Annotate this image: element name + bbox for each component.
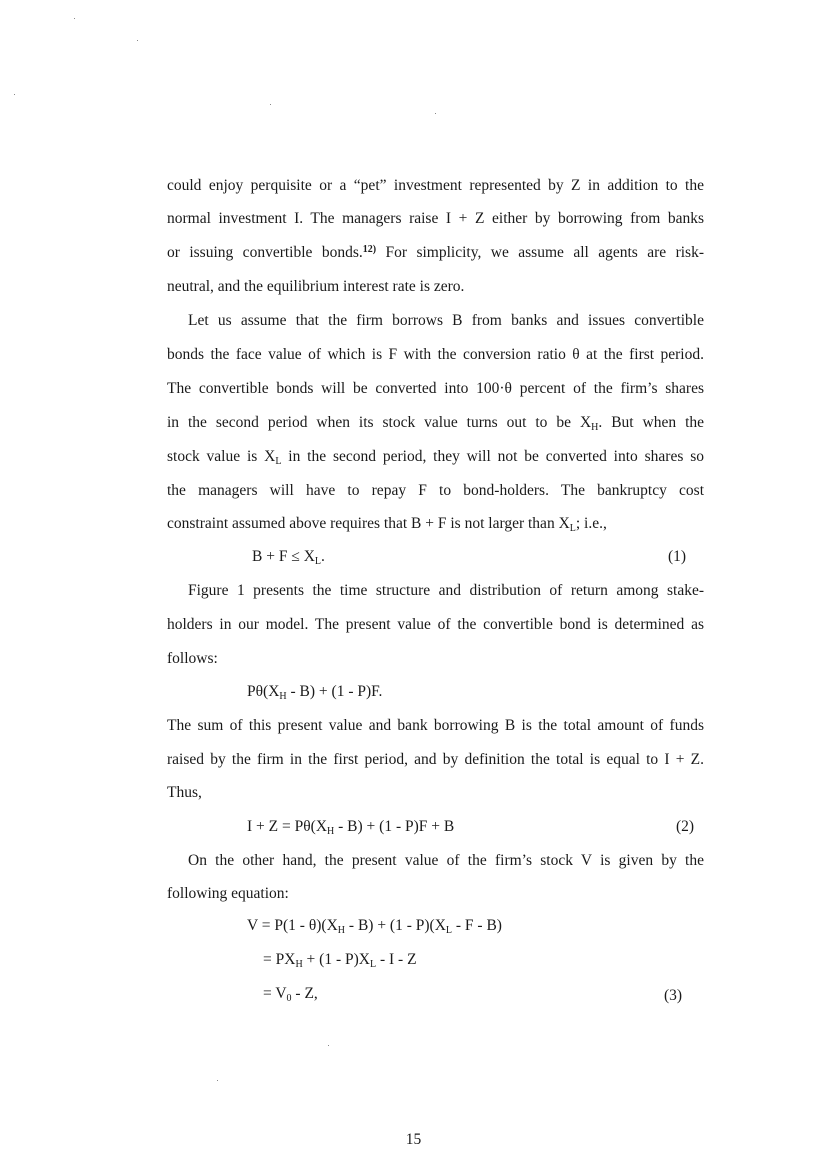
subscript: H xyxy=(591,422,599,433)
scan-speck xyxy=(328,1045,329,1046)
eq-text: - Z, xyxy=(291,985,318,1002)
equation-number: (1) xyxy=(668,548,687,565)
subscript: H xyxy=(295,959,303,970)
eq-text: I + Z = Pθ(X xyxy=(247,818,328,835)
body-text-line: The convertible bonds will be converted into 100·θ percent of the firm’s shares xyxy=(167,380,704,397)
text-run: ; i.e., xyxy=(575,515,607,532)
body-text-line xyxy=(167,448,704,466)
subscript: H xyxy=(327,826,335,837)
eq-text: - F - B) xyxy=(452,917,502,934)
scan-speck xyxy=(137,40,138,41)
present-value-expression xyxy=(247,683,382,701)
body-text-line: follows: xyxy=(167,650,218,667)
footnote-ref: 12) xyxy=(362,244,377,255)
text-run: stock value is X xyxy=(167,448,276,465)
eq-text: - B) + (1 - P)F + B xyxy=(334,818,455,835)
subscript: L xyxy=(275,456,282,467)
eq-text: B + F ≤ X xyxy=(252,548,315,565)
body-text-line: normal investment I. The managers raise I + Z either by borrowing from banks xyxy=(167,210,704,227)
scan-speck xyxy=(217,1080,218,1081)
eq-text: . xyxy=(321,548,325,565)
text-run: For simplicity, we assume all agents are risk- xyxy=(376,244,705,261)
subscript: H xyxy=(279,691,287,702)
body-text-line: Thus, xyxy=(167,784,202,801)
subscript: L xyxy=(569,523,576,534)
text-run: . But when the xyxy=(598,414,705,431)
page-number: 15 xyxy=(405,1131,422,1148)
eq-text: - I - Z xyxy=(376,951,417,968)
equation-1 xyxy=(252,548,325,566)
body-text-line xyxy=(167,244,704,262)
body-text-line xyxy=(167,414,704,432)
subscript: 0 xyxy=(286,993,292,1004)
scan-speck xyxy=(14,94,15,95)
eq-text: - B) + (1 - P)(X xyxy=(345,917,446,934)
eq-text: = V xyxy=(263,985,287,1002)
text-run: in the second period, they will not be converted into shares so xyxy=(281,448,704,465)
subscript: L xyxy=(369,959,377,970)
scan-speck xyxy=(435,113,436,114)
body-text-line xyxy=(167,515,704,533)
body-text-line: Figure 1 presents the time structure and distribution of return among stake- xyxy=(188,582,704,599)
body-text-line: holders in our model. The present value of the convertible bond is determined as xyxy=(167,616,704,633)
body-text-line: raised by the firm in the first period, and by definition the total is equal to I + Z. xyxy=(167,751,704,768)
equation-number: (3) xyxy=(664,987,683,1004)
eq-text: = PX xyxy=(263,951,296,968)
body-text-line: bonds the face value of which is F with the conversion ratio θ at the first period. xyxy=(167,346,704,363)
text-run: or issuing convertible bonds. xyxy=(167,244,363,261)
body-text-line: neutral, and the equilibrium interest rate is zero. xyxy=(167,278,465,295)
equation-3-line xyxy=(263,951,417,969)
subscript: L xyxy=(445,925,453,936)
text-run: constraint assumed above requires that B + F is not larger than X xyxy=(167,515,570,532)
body-text-line: could enjoy perquisite or a “pet” investment represented by Z in addition to the xyxy=(167,177,704,194)
body-text-line: following equation: xyxy=(167,885,289,902)
equation-3-line xyxy=(247,917,502,935)
eq-text: + (1 - P)X xyxy=(302,951,370,968)
subscript: H xyxy=(337,925,346,936)
body-text-line: Let us assume that the firm borrows B from banks and issues convertible xyxy=(188,312,704,329)
equation-3-line xyxy=(263,985,318,1003)
equation-number: (2) xyxy=(676,818,695,835)
eq-text: V = P(1 - θ)(X xyxy=(247,917,338,934)
scan-speck xyxy=(74,18,75,19)
equation-2 xyxy=(247,818,454,836)
eq-text: Pθ(X xyxy=(247,683,280,700)
body-text-line: the managers will have to repay F to bond-holders. The bankruptcy cost xyxy=(167,482,704,499)
eq-text: - B) + (1 - P)F. xyxy=(286,683,383,700)
body-text-line: The sum of this present value and bank borrowing B is the total amount of funds xyxy=(167,717,704,734)
scan-speck xyxy=(270,104,271,105)
subscript: L xyxy=(314,556,322,567)
text-run: in the second period when its stock value turns out to be X xyxy=(167,414,592,431)
body-text-line: On the other hand, the present value of the firm’s stock V is given by the xyxy=(188,852,704,869)
